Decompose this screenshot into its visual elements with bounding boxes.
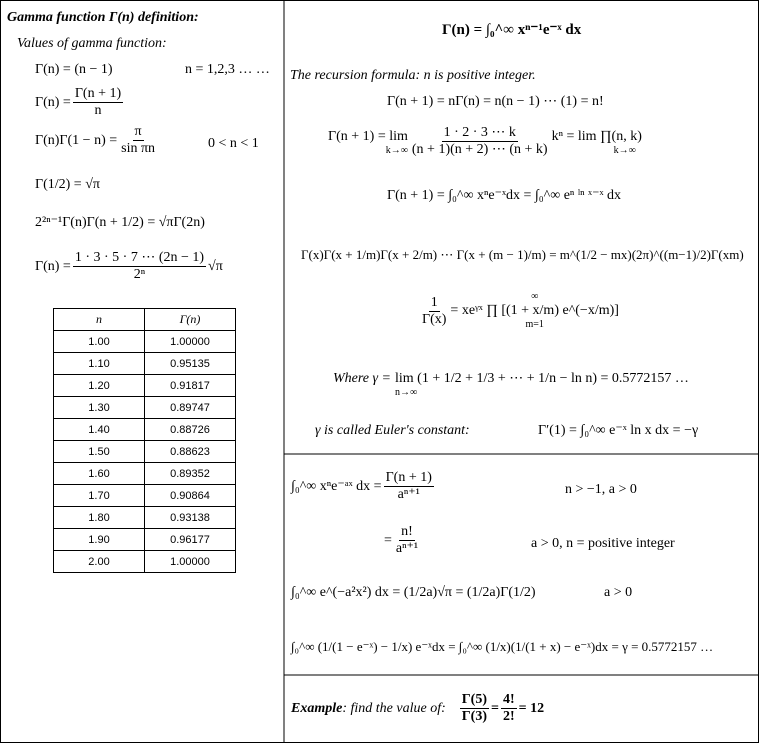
recursion-label: The recursion formula: n is positive integer. (290, 68, 536, 83)
table-row (54, 463, 236, 485)
formula-reflection-condition: 0 < n < 1 (208, 136, 259, 151)
integral-formula-1-condition: n > −1, a > 0 (565, 482, 637, 497)
table-row (54, 485, 236, 507)
formula-lhs: Γ(n) = (35, 258, 71, 274)
integral-formula-4: ∫₀^∞ (1/(1 − e⁻ˣ) − 1/x) e⁻ˣdx = ∫₀^∞ (1/x)(1/(1 + x) − e⁻ˣ)dx = γ = 0.5772157 … (291, 639, 714, 654)
product-superscript: ∞ (531, 291, 539, 302)
gamma-integral-form: Γ(n + 1) = ∫₀^∞ xⁿe⁻ˣdx = ∫₀^∞ eⁿ ˡⁿ ˣ⁻ˣ dx (387, 188, 622, 203)
gamma-integral-definition: Γ(n) = ∫₀^∞ xⁿ⁻¹e⁻ˣ dx (442, 22, 582, 38)
table-row (54, 529, 236, 551)
formula-lhs: Γ(n) = (35, 94, 71, 110)
integral-formula-3: ∫₀^∞ e^(−a²x²) dx = (1/2a)√π = (1/2a)Γ(1/2) (291, 585, 536, 600)
product-text: = xeᵞˣ ∏ [(1 + x/m) e^(−x/m)] (450, 303, 619, 318)
product-subscript: m=1 (525, 319, 544, 330)
left-subtitle: Values of gamma function: (17, 36, 167, 51)
denominator: (n + 1)(n + 2) ⋯ (n + k) (411, 142, 548, 157)
product-expression (450, 292, 619, 330)
table-row (54, 441, 236, 463)
limit-subscript: k→∞ (385, 144, 408, 156)
formula-lhs: ∫₀^∞ xⁿe⁻ᵃˣ dx = (291, 478, 382, 494)
cell-gamma: 1.00000 (145, 331, 236, 353)
example-label: Example (291, 700, 343, 716)
fraction (73, 86, 123, 119)
euler-gamma-definition (333, 370, 689, 398)
denominator: Γ(x) (422, 311, 447, 327)
cell-n: 2.00 (54, 551, 145, 573)
numerator: n! (401, 524, 413, 539)
denominator: n (94, 103, 102, 118)
cell-n: 1.80 (54, 507, 145, 529)
cell-gamma: 0.96177 (145, 529, 236, 551)
cell-n: 1.00 (54, 331, 145, 353)
euler-constant-formula: Γ′(1) = ∫₀^∞ e⁻ˣ ln x dx = −γ (538, 423, 699, 438)
fraction (384, 470, 434, 503)
formula-double-factorial (35, 250, 223, 283)
integral-formula-3-condition: a > 0 (604, 585, 633, 600)
table-row (54, 375, 236, 397)
column-header-n: n (54, 309, 145, 331)
integral-formula-2 (384, 524, 422, 557)
formula-gamma-factorial-condition: n = 1,2,3 … … (185, 62, 270, 77)
cell-gamma: 0.89352 (145, 463, 236, 485)
cell-n: 1.40 (54, 419, 145, 441)
example-answer: = 12 (518, 700, 545, 716)
example-row (291, 692, 544, 725)
table-row (54, 507, 236, 529)
numerator: 1 · 2 · 3 ⋯ k (443, 125, 516, 140)
euler-limit-subscript: n→∞ (394, 387, 418, 398)
numerator: 1 · 3 · 5 · 7 ⋯ (2n − 1) (74, 250, 205, 265)
limit-product (552, 128, 642, 156)
cell-gamma: 0.95135 (145, 353, 236, 375)
cell-gamma: 0.89747 (145, 397, 236, 419)
cell-gamma: 0.90864 (145, 485, 236, 507)
euler-constant-label: γ is called Euler's constant: (315, 423, 470, 438)
cell-n: 1.60 (54, 463, 145, 485)
denominator: 2! (502, 709, 515, 724)
formula-gamma-factorial: Γ(n) = (n − 1) (35, 62, 113, 77)
product-text: kⁿ = lim ∏(n, k) (551, 128, 642, 144)
denominator: sin πn (121, 141, 156, 156)
cell-n: 1.20 (54, 375, 145, 397)
denominator: aⁿ⁺¹ (397, 487, 420, 502)
euler-limit-formula (328, 125, 642, 158)
table-row (54, 551, 236, 573)
table-header-row (54, 309, 236, 331)
limit-operator (328, 128, 408, 156)
fraction (73, 250, 206, 283)
column-header-gamma: Γ(n) (145, 309, 236, 331)
numerator: Γ(n + 1) (74, 86, 122, 101)
integral-formula-1 (291, 470, 436, 503)
formula-lhs: Γ(n)Γ(1 − n) = (35, 132, 118, 148)
cell-gamma: 0.91817 (145, 375, 236, 397)
example-text: : find the value of: (342, 700, 446, 716)
cell-n: 1.30 (54, 397, 145, 419)
left-title: Gamma function Γ(n) definition: (7, 10, 199, 25)
fraction (420, 295, 448, 328)
gamma-values-table (53, 308, 236, 573)
euler-limit (395, 370, 689, 398)
product-subscript: k→∞ (613, 144, 636, 156)
integral-formula-2-condition: a > 0, n = positive integer (531, 536, 675, 551)
equals-sign: = (491, 700, 499, 716)
fraction (410, 125, 550, 158)
numerator: Γ(n + 1) (385, 470, 432, 485)
table-row (54, 353, 236, 375)
multiplication-theorem: Γ(x)Γ(x + 1/m)Γ(x + 2/m) ⋯ Γ(x + (m − 1)/m) = m^(1/2 − mx)(2π)^((m−1)/2)Γ(xm) (301, 247, 744, 262)
formula-lhs: = (384, 532, 392, 548)
table-row (54, 419, 236, 441)
formula-gamma-recursion (35, 86, 125, 119)
limit-lhs: Γ(n + 1) = lim (328, 128, 408, 144)
cell-n: 1.50 (54, 441, 145, 463)
cell-n: 1.10 (54, 353, 145, 375)
cell-gamma: 1.00000 (145, 551, 236, 573)
recursion-formula: Γ(n + 1) = nΓ(n) = n(n − 1) ⋯ (1) = n! (387, 94, 604, 109)
formula-gamma-half: Γ(1/2) = √π (35, 177, 100, 192)
numerator: Γ(5) (461, 692, 487, 707)
numerator: π (134, 124, 142, 139)
denominator: 2ⁿ (133, 267, 146, 282)
table-body (54, 331, 236, 573)
where-label: Where γ = (333, 371, 391, 386)
cell-gamma: 0.93138 (145, 507, 236, 529)
table-row (54, 331, 236, 353)
numerator: 4! (502, 692, 515, 707)
denominator: aⁿ⁺¹ (395, 541, 419, 556)
euler-limit-body: lim (1 + 1/2 + 1/3 + ⋯ + 1/n − ln n) = 0.5772157 … (394, 371, 689, 386)
cell-gamma: 0.88726 (145, 419, 236, 441)
example-fraction (460, 692, 489, 725)
formula-tail: √π (208, 258, 223, 274)
fraction (119, 124, 157, 157)
formula-reflection (35, 124, 159, 157)
table-row (54, 397, 236, 419)
weierstrass-product (418, 292, 619, 330)
cell-n: 1.90 (54, 529, 145, 551)
example-factorial-fraction (501, 692, 517, 725)
fraction (394, 524, 420, 557)
numerator: 1 (430, 294, 438, 310)
formula-duplication: 2²ⁿ⁻¹Γ(n)Γ(n + 1/2) = √πΓ(2n) (35, 215, 205, 230)
cell-n: 1.70 (54, 485, 145, 507)
cell-gamma: 0.88623 (145, 441, 236, 463)
denominator: Γ(3) (461, 709, 487, 724)
